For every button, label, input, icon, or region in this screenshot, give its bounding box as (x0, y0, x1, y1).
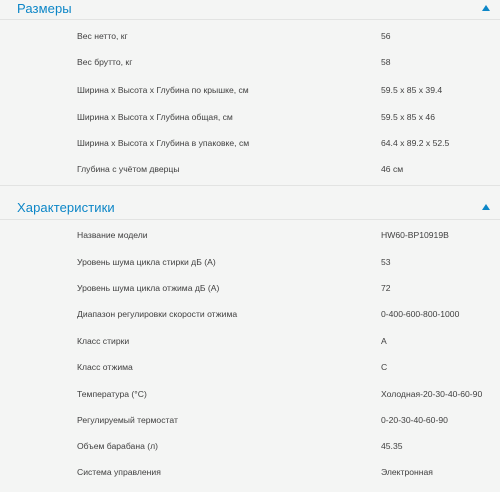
section-title-dimensions[interactable]: Размеры (17, 1, 72, 16)
spec-label: Регулируемый термостат (77, 415, 178, 425)
spec-value: 45.35 (381, 441, 403, 451)
spec-value: 56 (381, 31, 391, 41)
section-divider (0, 219, 500, 220)
spec-row (0, 414, 500, 440)
spec-row (0, 84, 500, 110)
spec-value: 59.5 x 85 x 39.4 (381, 85, 443, 95)
spec-label: Вес нетто, кг (77, 31, 128, 41)
spec-label: Глубина с учётом дверцы (77, 164, 180, 174)
section-divider (0, 19, 500, 20)
spec-value: A (381, 336, 387, 346)
section-header-characteristics[interactable] (0, 199, 500, 217)
spec-label: Ширина x Высота x Глубина по крышке, см (77, 85, 249, 95)
spec-label: Класс отжима (77, 362, 133, 372)
spec-row (0, 466, 500, 492)
spec-row (0, 282, 500, 308)
spec-row (0, 111, 500, 137)
spec-row (0, 229, 500, 255)
spec-label: Температура (°C) (77, 389, 147, 399)
spec-value: 0-400-600-800-1000 (381, 309, 460, 319)
spec-label: Уровень шума цикла стирки дБ (А) (77, 257, 216, 267)
spec-row (0, 308, 500, 334)
spec-value: 72 (381, 283, 391, 293)
spec-row (0, 361, 500, 387)
collapse-arrow-icon[interactable] (482, 5, 490, 11)
section-divider (0, 185, 500, 186)
spec-label: Класс стирки (77, 336, 130, 346)
spec-label: Вес брутто, кг (77, 57, 133, 67)
spec-label: Ширина x Высота x Глубина общая, см (77, 112, 233, 122)
section-title-characteristics[interactable]: Характеристики (17, 200, 115, 215)
spec-label: Название модели (77, 230, 148, 240)
spec-row (0, 335, 500, 361)
spec-value: 58 (381, 57, 391, 67)
spec-value: 53 (381, 257, 391, 267)
spec-row (0, 30, 500, 56)
spec-row (0, 56, 500, 82)
spec-label: Объем барабана (л) (77, 441, 158, 451)
spec-label: Система управления (77, 467, 161, 477)
spec-row (0, 440, 500, 466)
spec-value: 0-20-30-40-60-90 (381, 415, 448, 425)
spec-value: Электронная (381, 467, 433, 477)
spec-value: 46 см (381, 164, 404, 174)
spec-label: Уровень шума цикла отжима дБ (А) (77, 283, 220, 293)
section-header-dimensions[interactable] (0, 0, 500, 18)
collapse-arrow-icon[interactable] (482, 204, 490, 210)
spec-value: 64.4 x 89.2 x 52.5 (381, 138, 450, 148)
spec-value: 59.5 x 85 x 46 (381, 112, 435, 122)
spec-row (0, 256, 500, 282)
spec-label: Диапазон регулировки скорости отжима (77, 309, 238, 319)
spec-value: C (381, 362, 388, 372)
spec-label: Ширина x Высота x Глубина в упаковке, см (77, 138, 250, 148)
spec-value: Холодная-20-30-40-60-90 (381, 389, 483, 399)
spec-value: HW60-BP10919B (381, 230, 449, 240)
spec-row (0, 388, 500, 414)
spec-row (0, 137, 500, 163)
